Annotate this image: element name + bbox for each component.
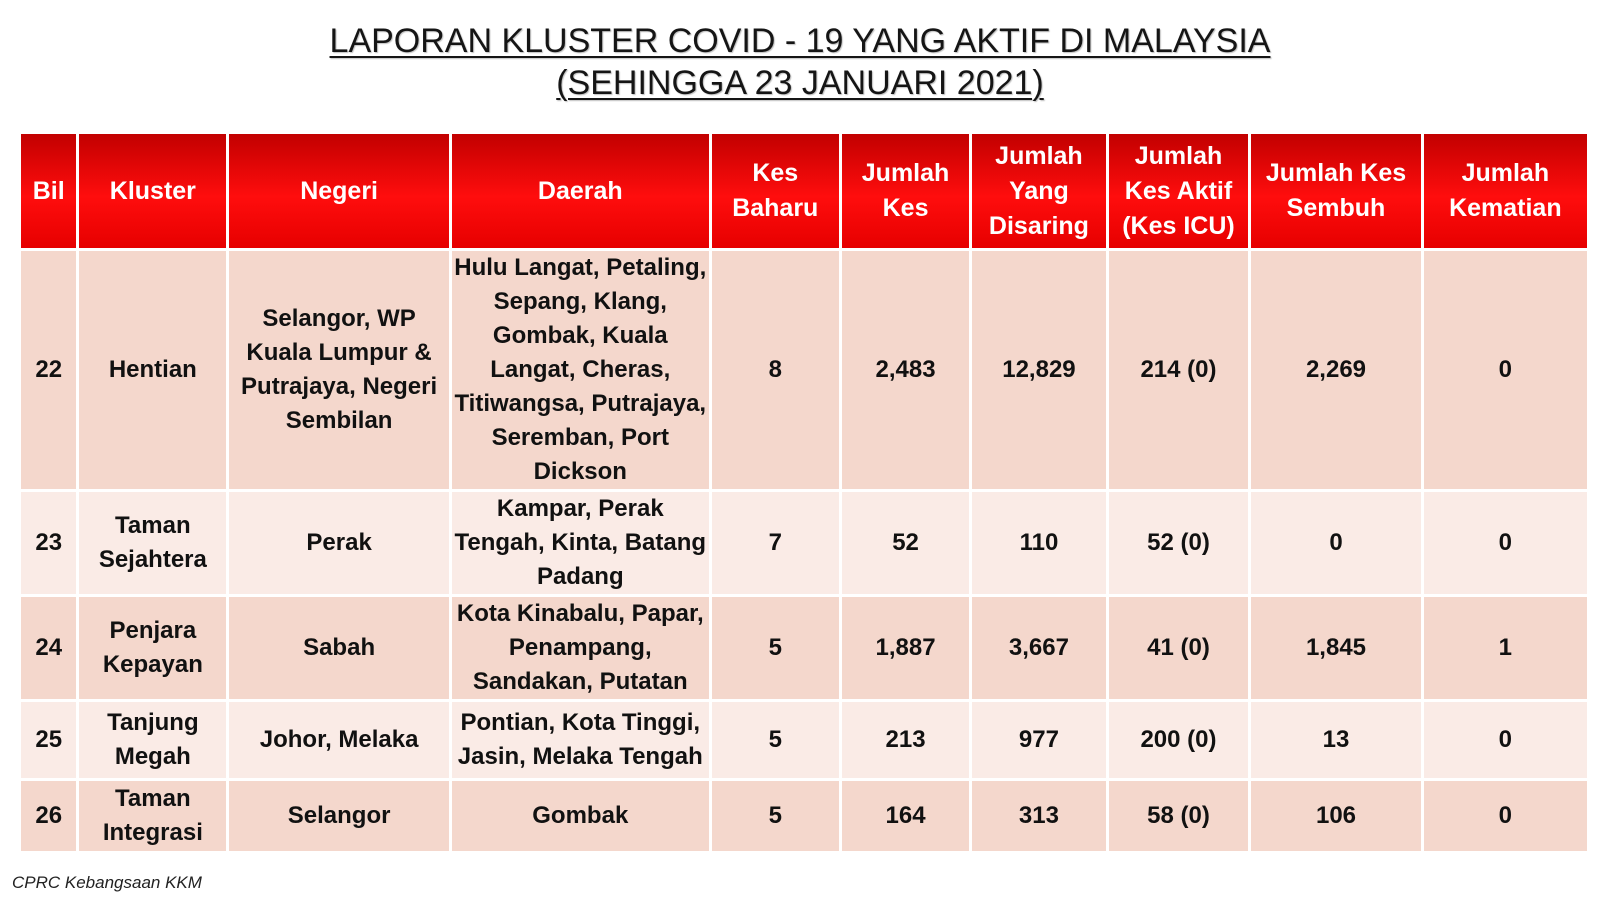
cell-jumlah-aktif: 58 (0) — [1109, 781, 1249, 851]
cell-daerah: Hulu Langat, Petaling, Sepang, Klang, Gombak, Kuala Langat, Cheras, Titiwangsa, Putrajaya, Seremban, Port Dickson — [452, 251, 709, 489]
title-line-1: LAPORAN KLUSTER COVID - 19 YANG AKTIF DI MALAYSIA — [329, 22, 1271, 60]
header-jumlah-aktif: Jumlah Kes Aktif (Kes ICU) — [1109, 134, 1249, 248]
cell-jumlah-disaring: 12,829 — [972, 251, 1105, 489]
cell-negeri: Sabah — [229, 597, 449, 699]
cell-jumlah-aktif: 214 (0) — [1109, 251, 1249, 489]
cell-jumlah-aktif: 200 (0) — [1109, 702, 1249, 778]
cell-kes-baharu: 5 — [712, 781, 839, 851]
header-kluster: Kluster — [79, 134, 226, 248]
cell-jumlah-kes: 213 — [842, 702, 969, 778]
cell-negeri: Selangor — [229, 781, 449, 851]
cell-jumlah-sembuh: 106 — [1251, 781, 1420, 851]
cell-jumlah-kes: 1,887 — [842, 597, 969, 699]
cell-kes-baharu: 8 — [712, 251, 839, 489]
cell-bil: 26 — [21, 781, 76, 851]
cell-negeri: Selangor, WP Kuala Lumpur & Putrajaya, Negeri Sembilan — [229, 251, 449, 489]
cell-daerah: Pontian, Kota Tinggi, Jasin, Melaka Tengah — [452, 702, 709, 778]
cell-daerah: Kampar, Perak Tengah, Kinta, Batang Padang — [452, 492, 709, 594]
cell-jumlah-kes: 2,483 — [842, 251, 969, 489]
cell-kes-baharu: 5 — [712, 702, 839, 778]
cell-jumlah-aktif: 52 (0) — [1109, 492, 1249, 594]
table-row — [21, 597, 1587, 699]
cell-negeri: Johor, Melaka — [229, 702, 449, 778]
cell-daerah: Gombak — [452, 781, 709, 851]
cell-kes-baharu: 7 — [712, 492, 839, 594]
report-title — [0, 20, 1600, 104]
table-row — [21, 251, 1587, 489]
title-line-2: (SEHINGGA 23 JANUARI 2021) — [556, 64, 1044, 102]
cell-jumlah-kes: 52 — [842, 492, 969, 594]
cell-jumlah-kematian: 0 — [1424, 492, 1587, 594]
source-footer: CPRC Kebangsaan KKM — [12, 873, 202, 892]
cell-daerah: Kota Kinabalu, Papar, Penampang, Sandakan, Putatan — [452, 597, 709, 699]
cell-kluster: Taman Sejahtera — [79, 492, 226, 594]
cell-jumlah-sembuh: 13 — [1251, 702, 1420, 778]
cell-jumlah-kematian: 0 — [1424, 781, 1587, 851]
header-jumlah-sembuh: Jumlah Kes Sembuh — [1251, 134, 1420, 248]
cluster-table — [18, 131, 1590, 854]
cell-kluster: Tanjung Megah — [79, 702, 226, 778]
header-daerah: Daerah — [452, 134, 709, 248]
cell-jumlah-kematian: 0 — [1424, 251, 1587, 489]
cell-jumlah-sembuh: 1,845 — [1251, 597, 1420, 699]
header-jumlah-kematian: Jumlah Kematian — [1424, 134, 1587, 248]
cell-jumlah-kematian: 1 — [1424, 597, 1587, 699]
table-row — [21, 702, 1587, 778]
cell-bil: 25 — [21, 702, 76, 778]
cell-jumlah-sembuh: 2,269 — [1251, 251, 1420, 489]
header-kes-baharu: Kes Baharu — [712, 134, 839, 248]
table-header-row — [21, 134, 1587, 248]
cell-bil: 24 — [21, 597, 76, 699]
cell-jumlah-kematian: 0 — [1424, 702, 1587, 778]
header-jumlah-kes: Jumlah Kes — [842, 134, 969, 248]
header-jumlah-disaring: Jumlah Yang Disaring — [972, 134, 1105, 248]
cell-kluster: Hentian — [79, 251, 226, 489]
cell-kluster: Penjara Kepayan — [79, 597, 226, 699]
header-negeri: Negeri — [229, 134, 449, 248]
cell-jumlah-disaring: 313 — [972, 781, 1105, 851]
cell-jumlah-disaring: 110 — [972, 492, 1105, 594]
table-row — [21, 492, 1587, 594]
cell-jumlah-aktif: 41 (0) — [1109, 597, 1249, 699]
cell-jumlah-kes: 164 — [842, 781, 969, 851]
cell-kluster: Taman Integrasi — [79, 781, 226, 851]
cell-kes-baharu: 5 — [712, 597, 839, 699]
cell-jumlah-sembuh: 0 — [1251, 492, 1420, 594]
cell-bil: 23 — [21, 492, 76, 594]
cell-jumlah-disaring: 3,667 — [972, 597, 1105, 699]
cell-jumlah-disaring: 977 — [972, 702, 1105, 778]
table-row — [21, 781, 1587, 851]
cell-negeri: Perak — [229, 492, 449, 594]
cell-bil: 22 — [21, 251, 76, 489]
header-bil: Bil — [21, 134, 76, 248]
